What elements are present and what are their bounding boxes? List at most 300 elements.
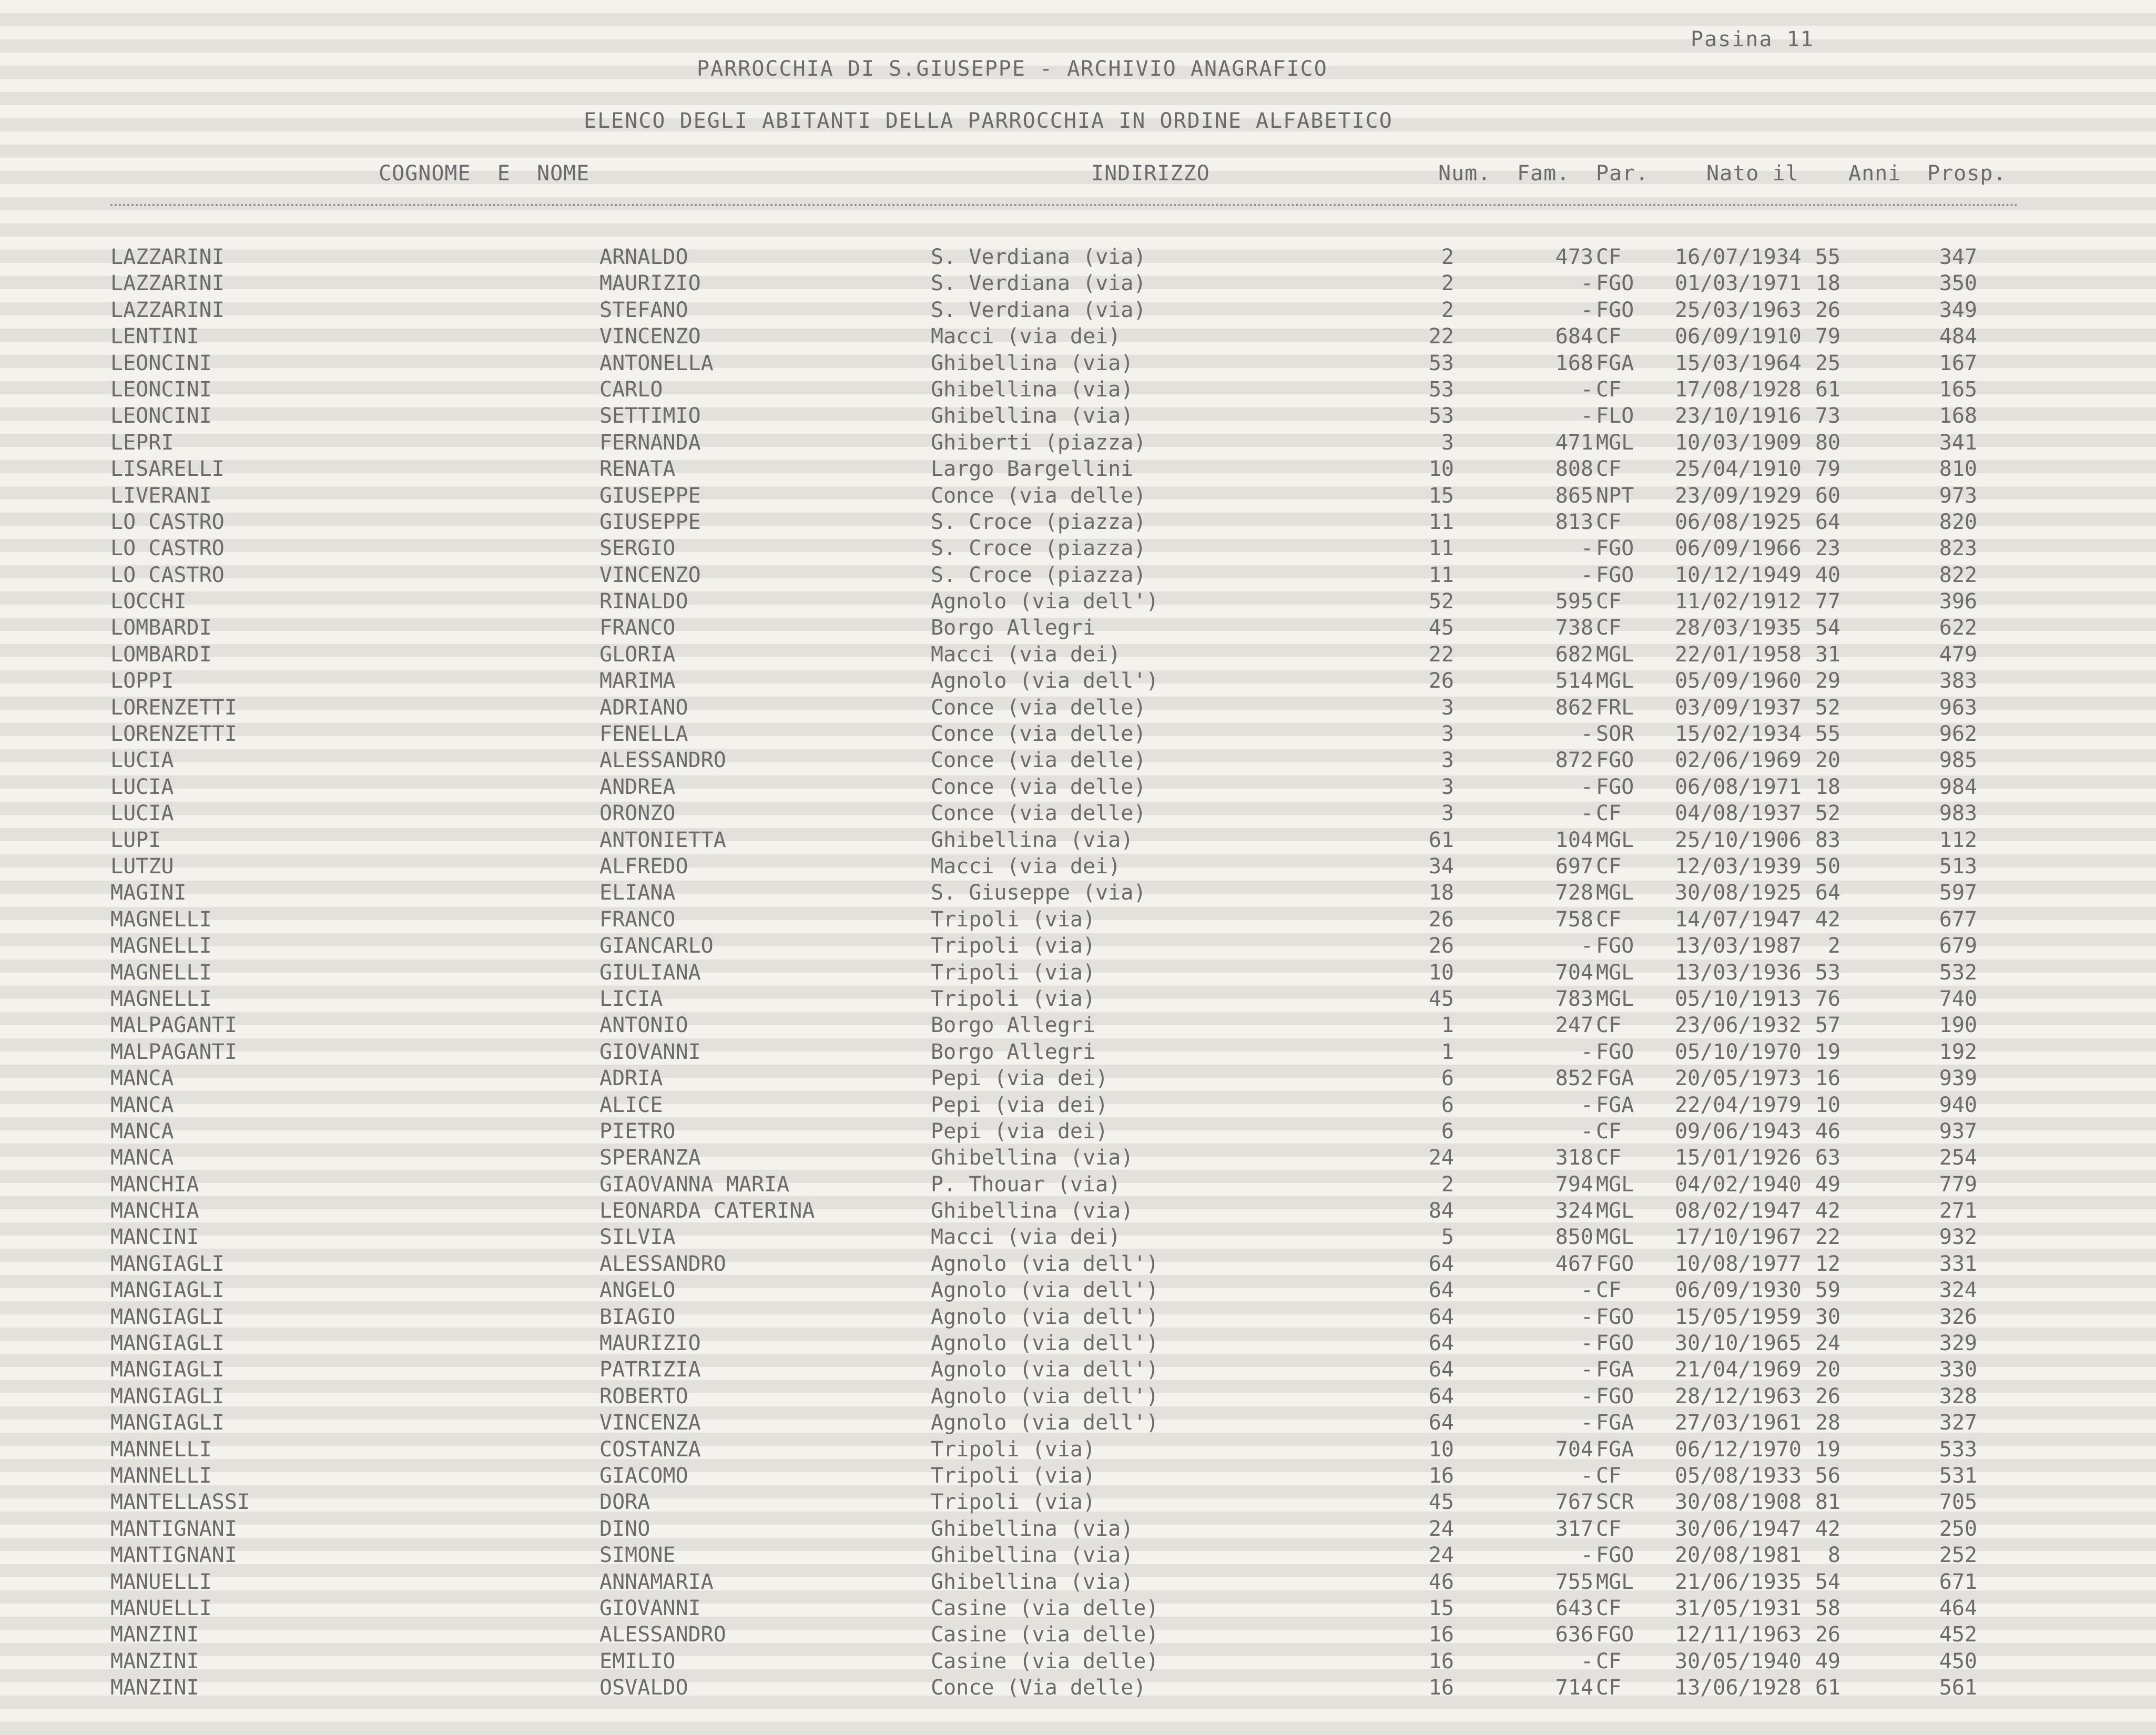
surname-cell: MANTIGNANI: [110, 1516, 237, 1541]
address-cell: Pepi (via dei): [931, 1066, 1108, 1091]
family-number-cell: -: [1580, 1649, 1593, 1673]
birth-date-cell: 17/10/1967: [1675, 1225, 1802, 1250]
table-row: [0, 799, 2156, 825]
relation-cell: FGO: [1596, 1251, 1634, 1276]
age-cell: 54: [1815, 1569, 1840, 1594]
table-row: [0, 640, 2156, 667]
prospect-number-cell: 324: [1939, 1278, 1977, 1303]
surname-cell: LENTINI: [110, 324, 199, 349]
first-name-cell: ADRIA: [599, 1066, 663, 1091]
relation-cell: CF: [1596, 801, 1622, 826]
birth-date-cell: 16/07/1934: [1675, 245, 1802, 269]
surname-cell: MANGIAGLI: [110, 1331, 225, 1356]
table-row: [0, 1355, 2156, 1382]
family-number-cell: 318: [1555, 1146, 1593, 1170]
birth-date-cell: 25/04/1910: [1675, 457, 1802, 482]
age-cell: 12: [1815, 1251, 1840, 1276]
birth-date-cell: 06/09/1966: [1675, 536, 1802, 561]
house-number-cell: 64: [1428, 1358, 1454, 1382]
prospect-number-cell: 820: [1939, 509, 1977, 534]
age-cell: 49: [1815, 1172, 1840, 1197]
prospect-number-cell: 330: [1939, 1358, 1977, 1382]
age-cell: 26: [1815, 1384, 1840, 1409]
address-cell: Macci (via dei): [931, 1225, 1121, 1250]
surname-cell: MANGIAGLI: [110, 1278, 225, 1303]
relation-cell: FGA: [1596, 1358, 1634, 1382]
address-cell: Largo Bargellini: [931, 457, 1134, 482]
house-number-cell: 45: [1428, 1490, 1454, 1515]
age-cell: 79: [1815, 324, 1840, 349]
relation-cell: FGO: [1596, 271, 1634, 296]
header-num: Num.: [1438, 161, 1491, 186]
first-name-cell: PATRIZIA: [599, 1358, 701, 1382]
age-cell: 19: [1815, 1039, 1840, 1064]
table-row: [0, 1011, 2156, 1037]
relation-cell: FGO: [1596, 934, 1634, 958]
age-cell: 40: [1815, 563, 1840, 587]
birth-date-cell: 02/06/1969: [1675, 748, 1802, 773]
house-number-cell: 53: [1428, 404, 1454, 428]
address-cell: Conce (via delle): [931, 748, 1146, 773]
first-name-cell: PIETRO: [599, 1119, 676, 1144]
address-cell: Ghibellina (via): [931, 1569, 1134, 1594]
table-row: [0, 322, 2156, 349]
birth-date-cell: 05/09/1960: [1675, 669, 1802, 693]
prospect-number-cell: 963: [1939, 695, 1977, 720]
prospect-number-cell: 464: [1939, 1596, 1977, 1620]
age-cell: 80: [1815, 430, 1840, 455]
prospect-number-cell: 984: [1939, 774, 1977, 799]
prospect-number-cell: 822: [1939, 563, 1977, 587]
prospect-number-cell: 932: [1939, 1225, 1977, 1250]
header-prosp: Prosp.: [1927, 161, 2007, 186]
birth-date-cell: 15/05/1959: [1675, 1304, 1802, 1329]
first-name-cell: VINCENZO: [599, 324, 701, 349]
address-cell: Agnolo (via dell'): [931, 589, 1159, 614]
age-cell: 22: [1815, 1225, 1840, 1250]
surname-cell: LUPI: [110, 828, 161, 852]
relation-cell: CF: [1596, 1278, 1622, 1303]
address-cell: Conce (Via delle): [931, 1676, 1146, 1700]
first-name-cell: ANGELO: [599, 1278, 676, 1303]
prospect-number-cell: 383: [1939, 669, 1977, 693]
address-cell: Macci (via dei): [931, 324, 1121, 349]
surname-cell: MAGINI: [110, 881, 187, 905]
surname-cell: MANCINI: [110, 1225, 199, 1250]
house-number-cell: 64: [1428, 1384, 1454, 1409]
relation-cell: FLO: [1596, 404, 1634, 428]
surname-cell: LAZZARINI: [110, 245, 225, 269]
house-number-cell: 64: [1428, 1411, 1454, 1435]
relation-cell: CF: [1596, 457, 1622, 482]
table-row: [0, 296, 2156, 322]
address-cell: Agnolo (via dell'): [931, 1331, 1159, 1356]
age-cell: 63: [1815, 1146, 1840, 1170]
first-name-cell: ANDREA: [599, 774, 676, 799]
surname-cell: MALPAGANTI: [110, 1013, 237, 1038]
birth-date-cell: 11/02/1912: [1675, 589, 1802, 614]
surname-cell: LOMBARDI: [110, 616, 212, 640]
age-cell: 28: [1815, 1411, 1840, 1435]
prospect-number-cell: 326: [1939, 1304, 1977, 1329]
address-cell: Ghibellina (via): [931, 1543, 1134, 1568]
birth-date-cell: 04/08/1937: [1675, 801, 1802, 826]
first-name-cell: RENATA: [599, 457, 676, 482]
address-cell: Conce (via delle): [931, 483, 1146, 508]
house-number-cell: 3: [1441, 722, 1454, 747]
surname-cell: LAZZARINI: [110, 271, 225, 296]
page-number: Pasina 11: [1691, 27, 1814, 52]
first-name-cell: EMILIO: [599, 1649, 676, 1673]
prospect-number-cell: 937: [1939, 1119, 1977, 1144]
age-cell: 24: [1815, 1331, 1840, 1356]
prospect-number-cell: 561: [1939, 1676, 1977, 1700]
first-name-cell: COSTANZA: [599, 1437, 701, 1462]
table-row: [0, 1250, 2156, 1276]
age-cell: 53: [1815, 960, 1840, 985]
family-number-cell: 104: [1555, 828, 1593, 852]
surname-cell: MAGNELLI: [110, 934, 212, 958]
house-number-cell: 2: [1441, 271, 1454, 296]
relation-cell: FGA: [1596, 1437, 1634, 1462]
address-cell: Tripoli (via): [931, 934, 1096, 958]
header-years: Anni: [1848, 161, 1901, 186]
surname-cell: LISARELLI: [110, 457, 225, 482]
age-cell: 64: [1815, 509, 1840, 534]
first-name-cell: ADRIANO: [599, 695, 688, 720]
prospect-number-cell: 347: [1939, 245, 1977, 269]
house-number-cell: 10: [1428, 1437, 1454, 1462]
prospect-number-cell: 250: [1939, 1516, 1977, 1541]
first-name-cell: MAURIZIO: [599, 1331, 701, 1356]
family-number-cell: -: [1580, 1304, 1593, 1329]
address-cell: Casine (via delle): [931, 1596, 1159, 1620]
address-cell: Pepi (via dei): [931, 1119, 1108, 1144]
age-cell: 50: [1815, 854, 1840, 879]
family-number-cell: 808: [1555, 457, 1593, 482]
age-cell: 18: [1815, 774, 1840, 799]
first-name-cell: SILVIA: [599, 1225, 676, 1250]
relation-cell: FGO: [1596, 1622, 1634, 1647]
table-row: [0, 1144, 2156, 1170]
table-row: [0, 879, 2156, 905]
birth-date-cell: 20/08/1981: [1675, 1543, 1802, 1568]
family-number-cell: 643: [1555, 1596, 1593, 1620]
birth-date-cell: 25/03/1963: [1675, 298, 1802, 322]
family-number-cell: 728: [1555, 881, 1593, 905]
prospect-number-cell: 597: [1939, 881, 1977, 905]
relation-cell: CF: [1596, 377, 1622, 402]
address-cell: Agnolo (via dell'): [931, 1251, 1159, 1276]
relation-cell: CF: [1596, 245, 1622, 269]
house-number-cell: 15: [1428, 1596, 1454, 1620]
prospect-number-cell: 192: [1939, 1039, 1977, 1064]
relation-cell: MGL: [1596, 960, 1634, 985]
relation-cell: FGO: [1596, 563, 1634, 587]
table-row: [0, 1409, 2156, 1435]
table-row: [0, 1382, 2156, 1409]
birth-date-cell: 30/08/1908: [1675, 1490, 1802, 1515]
relation-cell: NPT: [1596, 483, 1634, 508]
family-number-cell: -: [1580, 801, 1593, 826]
table-row: [0, 1435, 2156, 1462]
table-row: [0, 1568, 2156, 1594]
family-number-cell: 714: [1555, 1676, 1593, 1700]
house-number-cell: 24: [1428, 1543, 1454, 1568]
first-name-cell: ORONZO: [599, 801, 676, 826]
relation-cell: CF: [1596, 509, 1622, 534]
prospect-number-cell: 513: [1939, 854, 1977, 879]
family-number-cell: -: [1580, 1039, 1593, 1064]
relation-cell: CF: [1596, 1649, 1622, 1673]
family-number-cell: 595: [1555, 589, 1593, 614]
birth-date-cell: 28/12/1963: [1675, 1384, 1802, 1409]
prospect-number-cell: 939: [1939, 1066, 1977, 1091]
age-cell: 16: [1815, 1066, 1840, 1091]
family-number-cell: -: [1580, 536, 1593, 561]
surname-cell: MANGIAGLI: [110, 1384, 225, 1409]
prospect-number-cell: 341: [1939, 430, 1977, 455]
house-number-cell: 3: [1441, 774, 1454, 799]
relation-cell: CF: [1596, 1146, 1622, 1170]
surname-cell: MANTIGNANI: [110, 1543, 237, 1568]
address-cell: S. Verdiana (via): [931, 245, 1146, 269]
table-row: [0, 1515, 2156, 1541]
surname-cell: MANCA: [110, 1066, 174, 1091]
age-cell: 23: [1815, 536, 1840, 561]
relation-cell: CF: [1596, 854, 1622, 879]
family-number-cell: 794: [1555, 1172, 1593, 1197]
age-cell: 76: [1815, 986, 1840, 1011]
birth-date-cell: 14/07/1947: [1675, 907, 1802, 932]
first-name-cell: FRANCO: [599, 907, 676, 932]
birth-date-cell: 22/04/1979: [1675, 1093, 1802, 1117]
prospect-number-cell: 705: [1939, 1490, 1977, 1515]
first-name-cell: ANNAMARIA: [599, 1569, 714, 1594]
address-cell: Borgo Allegri: [931, 616, 1096, 640]
birth-date-cell: 30/06/1947: [1675, 1516, 1802, 1541]
birth-date-cell: 10/08/1977: [1675, 1251, 1802, 1276]
surname-cell: MAGNELLI: [110, 986, 212, 1011]
family-number-cell: 783: [1555, 986, 1593, 1011]
birth-date-cell: 10/12/1949: [1675, 563, 1802, 587]
house-number-cell: 11: [1428, 563, 1454, 587]
address-cell: Conce (via delle): [931, 774, 1146, 799]
address-cell: Tripoli (via): [931, 1490, 1096, 1515]
table-row: [0, 428, 2156, 455]
prospect-number-cell: 329: [1939, 1331, 1977, 1356]
prospect-number-cell: 331: [1939, 1251, 1977, 1276]
house-number-cell: 18: [1428, 881, 1454, 905]
first-name-cell: GIUSEPPE: [599, 509, 701, 534]
birth-date-cell: 20/05/1973: [1675, 1066, 1802, 1091]
surname-cell: MANUELLI: [110, 1596, 212, 1620]
surname-cell: MANGIAGLI: [110, 1304, 225, 1329]
prospect-number-cell: 679: [1939, 934, 1977, 958]
table-row: [0, 1329, 2156, 1355]
house-number-cell: 45: [1428, 616, 1454, 640]
birth-date-cell: 13/06/1928: [1675, 1676, 1802, 1700]
birth-date-cell: 13/03/1987: [1675, 934, 1802, 958]
address-cell: S. Croce (piazza): [931, 509, 1146, 534]
family-number-cell: 467: [1555, 1251, 1593, 1276]
table-row: [0, 561, 2156, 587]
birth-date-cell: 23/10/1916: [1675, 404, 1802, 428]
first-name-cell: ANTONELLA: [599, 351, 714, 375]
house-number-cell: 45: [1428, 986, 1454, 1011]
prospect-number-cell: 112: [1939, 828, 1977, 852]
address-cell: Agnolo (via dell'): [931, 1278, 1159, 1303]
family-number-cell: 473: [1555, 245, 1593, 269]
first-name-cell: LICIA: [599, 986, 663, 1011]
first-name-cell: ALFREDO: [599, 854, 688, 879]
birth-date-cell: 21/06/1935: [1675, 1569, 1802, 1594]
prospect-number-cell: 328: [1939, 1384, 1977, 1409]
house-number-cell: 26: [1428, 907, 1454, 932]
relation-cell: MGL: [1596, 430, 1634, 455]
house-number-cell: 6: [1441, 1066, 1454, 1091]
table-row: [0, 1223, 2156, 1249]
prospect-number-cell: 452: [1939, 1622, 1977, 1647]
family-number-cell: -: [1580, 1093, 1593, 1117]
table-row: [0, 746, 2156, 772]
relation-cell: CF: [1596, 1676, 1622, 1700]
birth-date-cell: 31/05/1931: [1675, 1596, 1802, 1620]
birth-date-cell: 30/10/1965: [1675, 1331, 1802, 1356]
birth-date-cell: 30/05/1940: [1675, 1649, 1802, 1673]
birth-date-cell: 03/09/1937: [1675, 695, 1802, 720]
prospect-number-cell: 190: [1939, 1013, 1977, 1038]
relation-cell: FGO: [1596, 536, 1634, 561]
relation-cell: CF: [1596, 1013, 1622, 1038]
header-born: Nato il: [1706, 161, 1799, 186]
surname-cell: LEONCINI: [110, 377, 212, 402]
age-cell: 81: [1815, 1490, 1840, 1515]
relation-cell: MGL: [1596, 828, 1634, 852]
house-number-cell: 16: [1428, 1649, 1454, 1673]
address-cell: S. Croce (piazza): [931, 563, 1146, 587]
age-cell: 18: [1815, 271, 1840, 296]
table-row: [0, 508, 2156, 534]
house-number-cell: 22: [1428, 324, 1454, 349]
relation-cell: FGA: [1596, 1411, 1634, 1435]
surname-cell: MANNELLI: [110, 1437, 212, 1462]
house-number-cell: 5: [1441, 1225, 1454, 1250]
birth-date-cell: 05/10/1913: [1675, 986, 1802, 1011]
prospect-number-cell: 484: [1939, 324, 1977, 349]
house-number-cell: 46: [1428, 1569, 1454, 1594]
address-cell: Ghibellina (via): [931, 377, 1134, 402]
header-name: COGNOME E NOME: [379, 161, 590, 186]
birth-date-cell: 23/09/1929: [1675, 483, 1802, 508]
first-name-cell: SPERANZA: [599, 1146, 701, 1170]
age-cell: 8: [1827, 1543, 1840, 1568]
house-number-cell: 3: [1441, 430, 1454, 455]
table-row: [0, 1620, 2156, 1647]
first-name-cell: ROBERTO: [599, 1384, 688, 1409]
surname-cell: MALPAGANTI: [110, 1039, 237, 1064]
prospect-number-cell: 349: [1939, 298, 1977, 322]
family-number-cell: 758: [1555, 907, 1593, 932]
family-number-cell: -: [1580, 1543, 1593, 1568]
house-number-cell: 64: [1428, 1304, 1454, 1329]
table-row: [0, 614, 2156, 640]
prospect-number-cell: 823: [1939, 536, 1977, 561]
table-row: [0, 349, 2156, 375]
relation-cell: MGL: [1596, 881, 1634, 905]
address-cell: S. Giuseppe (via): [931, 881, 1146, 905]
house-number-cell: 2: [1441, 298, 1454, 322]
table-row: [0, 667, 2156, 693]
house-number-cell: 16: [1428, 1463, 1454, 1488]
birth-date-cell: 09/06/1943: [1675, 1119, 1802, 1144]
family-number-cell: -: [1580, 377, 1593, 402]
relation-cell: FGO: [1596, 1331, 1634, 1356]
surname-cell: LO CASTRO: [110, 563, 225, 587]
first-name-cell: GLORIA: [599, 642, 676, 667]
family-number-cell: 755: [1555, 1569, 1593, 1594]
birth-date-cell: 01/03/1971: [1675, 271, 1802, 296]
age-cell: 25: [1815, 351, 1840, 375]
birth-date-cell: 17/08/1928: [1675, 377, 1802, 402]
address-cell: Casine (via delle): [931, 1649, 1159, 1673]
address-cell: Borgo Allegri: [931, 1013, 1096, 1038]
family-number-cell: 684: [1555, 324, 1593, 349]
relation-cell: CF: [1596, 324, 1622, 349]
surname-cell: MANTELLASSI: [110, 1490, 250, 1515]
surname-cell: MANGIAGLI: [110, 1411, 225, 1435]
family-number-cell: 247: [1555, 1013, 1593, 1038]
surname-cell: MANCHIA: [110, 1172, 199, 1197]
address-cell: Tripoli (via): [931, 1463, 1096, 1488]
family-number-cell: 767: [1555, 1490, 1593, 1515]
table-row: [0, 1462, 2156, 1488]
surname-cell: MANCHIA: [110, 1199, 199, 1223]
prospect-number-cell: 810: [1939, 457, 1977, 482]
prospect-number-cell: 533: [1939, 1437, 1977, 1462]
age-cell: 55: [1815, 722, 1840, 747]
family-number-cell: -: [1580, 1331, 1593, 1356]
birth-date-cell: 08/02/1947: [1675, 1199, 1802, 1223]
birth-date-cell: 06/09/1930: [1675, 1278, 1802, 1303]
relation-cell: CF: [1596, 1596, 1622, 1620]
surname-cell: LO CASTRO: [110, 509, 225, 534]
family-number-cell: 704: [1555, 1437, 1593, 1462]
house-number-cell: 6: [1441, 1093, 1454, 1117]
first-name-cell: GIACOMO: [599, 1463, 688, 1488]
age-cell: 42: [1815, 1199, 1840, 1223]
family-number-cell: -: [1580, 271, 1593, 296]
address-cell: Tripoli (via): [931, 960, 1096, 985]
prospect-number-cell: 165: [1939, 377, 1977, 402]
family-number-cell: 682: [1555, 642, 1593, 667]
relation-cell: MGL: [1596, 1172, 1634, 1197]
age-cell: 57: [1815, 1013, 1840, 1038]
surname-cell: LEONCINI: [110, 404, 212, 428]
prospect-number-cell: 973: [1939, 483, 1977, 508]
birth-date-cell: 05/08/1933: [1675, 1463, 1802, 1488]
house-number-cell: 53: [1428, 351, 1454, 375]
surname-cell: LORENZETTI: [110, 722, 237, 747]
house-number-cell: 24: [1428, 1146, 1454, 1170]
house-number-cell: 2: [1441, 1172, 1454, 1197]
surname-cell: MANGIAGLI: [110, 1251, 225, 1276]
surname-cell: LEPRI: [110, 430, 174, 455]
age-cell: 46: [1815, 1119, 1840, 1144]
table-row: [0, 482, 2156, 508]
relation-cell: FGA: [1596, 1066, 1634, 1091]
family-number-cell: 850: [1555, 1225, 1593, 1250]
